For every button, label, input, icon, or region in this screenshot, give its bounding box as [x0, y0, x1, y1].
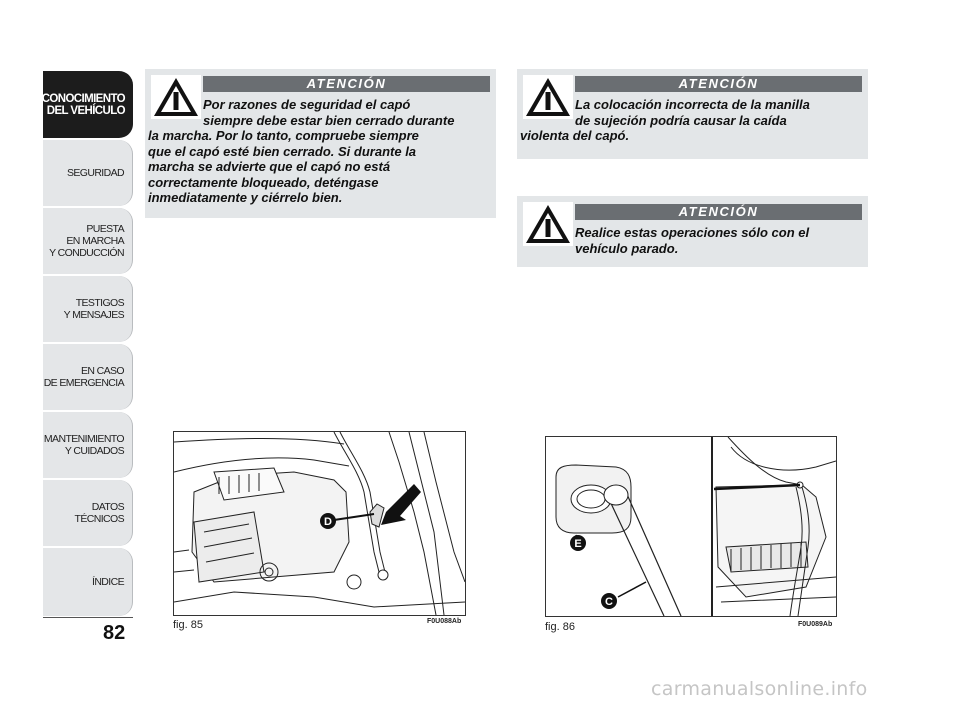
tab-label: ÍNDICE	[92, 576, 124, 588]
warning-box-2	[517, 69, 868, 159]
figure-85-illustration	[173, 431, 466, 616]
callout-label: E	[574, 538, 582, 550]
figure-code: F0U088Ab	[427, 618, 462, 625]
warning-line: La colocación incorrecta de la manilla	[575, 97, 810, 112]
warning-text	[575, 97, 810, 128]
chapter-sidebar	[0, 0, 134, 709]
watermark: carmanualsonline.info	[651, 678, 868, 700]
warning-box-3	[517, 196, 868, 267]
warning-title-bar: ATENCIÓN	[575, 76, 862, 92]
warning-line: vehículo parado.	[575, 240, 679, 256]
page-number: 82	[103, 622, 126, 644]
tab-label: EN CASO DE EMERGENCIA	[43, 365, 124, 389]
tab-label: DATOS TÉCNICOS	[74, 501, 124, 525]
tab-mantenimiento[interactable]	[43, 412, 133, 478]
figure-code: F0U089Ab	[798, 621, 833, 628]
tab-emergencia[interactable]	[43, 344, 133, 410]
tab-conocimiento-vehiculo[interactable]	[43, 71, 133, 138]
warning-title-bar: ATENCIÓN	[575, 204, 862, 220]
tab-testigos[interactable]	[43, 276, 133, 342]
tab-puesta-en-marcha[interactable]	[43, 208, 133, 274]
warning-line: Por razones de seguridad el capó	[203, 97, 411, 112]
callout-label: D	[324, 516, 332, 528]
warning-box-1	[145, 69, 496, 218]
figure-caption: fig. 85	[173, 619, 203, 631]
warning-title-bar: ATENCIÓN	[203, 76, 490, 92]
warning-line: marcha se advierte que el capó no está	[148, 159, 391, 174]
warning-triangle-icon	[523, 202, 573, 246]
warning-text	[520, 128, 629, 144]
warning-line: la marcha. Por lo tanto, compruebe siempre	[148, 128, 419, 143]
tab-seguridad[interactable]	[43, 140, 133, 206]
figure-86-illustration	[545, 436, 837, 617]
warning-triangle-icon	[523, 75, 573, 119]
tab-label: MANTENIMIENTO Y CUIDADOS	[43, 433, 124, 457]
warning-text	[203, 97, 454, 128]
warning-line: siempre debe estar bien cerrado durante	[203, 112, 455, 128]
tab-label: TESTIGOS Y MENSAJES	[63, 297, 124, 321]
warning-text	[148, 128, 419, 206]
warning-line: de sujeción podría causar la caída	[575, 112, 787, 128]
warning-line: inmediatamente y ciérrelo bien.	[148, 190, 343, 205]
warning-triangle-icon	[151, 75, 201, 119]
callout-label: C	[605, 596, 613, 608]
figure-caption: fig. 86	[545, 621, 575, 633]
tab-label: SEGURIDAD	[66, 167, 124, 179]
tab-indice[interactable]	[43, 548, 133, 616]
tab-datos-tecnicos[interactable]	[43, 480, 133, 546]
warning-line: Realice estas operaciones sólo con el	[575, 225, 810, 240]
sidebar-bottom-rule	[43, 617, 133, 618]
warning-line: violenta del capó.	[520, 128, 630, 143]
tab-label: PUESTA EN MARCHA Y CONDUCCIÓN	[49, 223, 124, 259]
warning-line: correctamente bloqueado, deténgase	[148, 174, 379, 190]
warning-text	[575, 225, 809, 256]
tab-label: CONOCIMIENTO DEL VEHÍCULO	[41, 92, 125, 117]
warning-line: que el capó esté bien cerrado. Si durante la	[148, 143, 417, 159]
